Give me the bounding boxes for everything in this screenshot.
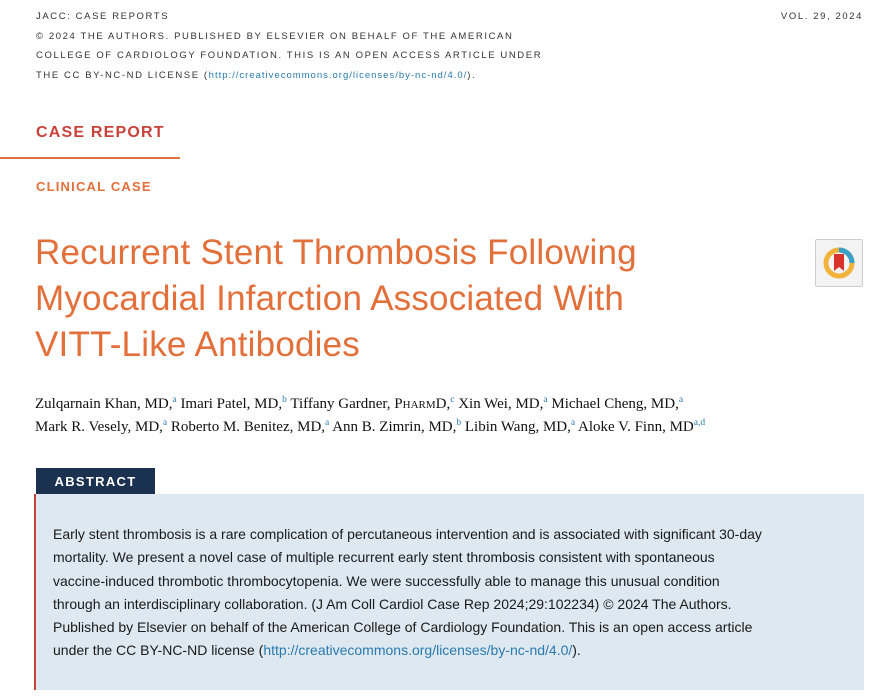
affiliation-marker[interactable]: a,d xyxy=(693,418,706,428)
abstract-text xyxy=(53,523,853,663)
abstract-license-suffix: ). xyxy=(572,642,581,659)
section-divider xyxy=(0,157,180,159)
journal-header xyxy=(36,7,596,85)
author: Imari Patel, MD,$^b$ xyxy=(180,395,287,412)
license-text-prefix: THE CC BY-NC-ND LICENSE ( xyxy=(36,69,209,81)
author: Roberto M. Benitez, MD,$^a$ xyxy=(170,418,330,435)
title-line-1: Recurrent Stent Thrombosis Following xyxy=(35,233,637,272)
crossmark-button[interactable] xyxy=(815,239,863,287)
abstract-line-6 xyxy=(53,639,853,662)
license-text-suffix: ). xyxy=(467,69,477,81)
title-line-2: Myocardial Infarction Associated With xyxy=(35,279,625,318)
author: Ann B. Zimrin, MD,$^b$ xyxy=(332,418,462,435)
author: Michael Cheng, MD,$^a$ xyxy=(551,395,684,412)
affiliation-marker[interactable]: a xyxy=(543,395,548,405)
affiliation-marker[interactable]: a xyxy=(172,395,177,405)
abstract-license-prefix: under the CC BY-NC-ND license ( xyxy=(53,642,264,659)
author: Mark R. Vesely, MD,$^a$ xyxy=(35,418,168,435)
affiliation-marker[interactable]: b xyxy=(456,418,462,428)
license-text-line-2: COLLEGE OF CARDIOLOGY FOUNDATION. THIS IS AN OPEN ACCESS ARTICLE UNDER xyxy=(36,50,543,61)
author: Zulqarnain Khan, MD,$^a$ xyxy=(35,395,177,412)
license-link[interactable]: http://creativecommons.org/licenses/by-nc-nd/4.0/ xyxy=(208,69,468,81)
affiliation-marker[interactable]: a xyxy=(162,418,168,428)
abstract-license-link[interactable]: http://creativecommons.org/licenses/by-nc-nd/4.0/ xyxy=(263,642,573,659)
affiliation-marker[interactable]: b xyxy=(282,395,287,405)
author-line-2 xyxy=(35,416,855,439)
affiliation-marker[interactable]: a xyxy=(325,418,330,428)
affiliation-marker[interactable]: c xyxy=(450,395,455,405)
license-text-line-3 xyxy=(36,66,596,86)
article-type-label: CASE REPORT xyxy=(36,124,165,141)
affiliation-marker[interactable]: a xyxy=(678,395,684,405)
title-line-3: VITT-Like Antibodies xyxy=(35,325,360,364)
journal-name: JACC: CASE REPORTS xyxy=(36,11,170,22)
abstract-line-2: mortality. We present a novel case of multiple recurrent early stent thrombosis consistent with spontaneous xyxy=(53,549,715,566)
license-text-line-1: © 2024 THE AUTHORS. PUBLISHED BY ELSEVIER ON BEHALF OF THE AMERICAN xyxy=(36,30,514,42)
author: Aloke V. Finn, MD$^{a,d}$ xyxy=(578,418,706,435)
abstract-line-5: Published by Elsevier on behalf of the American College of Cardiology Foundation. This is an open access article xyxy=(53,619,753,636)
author-list xyxy=(35,393,855,439)
author-line-1 xyxy=(35,393,855,416)
abstract-line-3: vaccine-induced thrombotic thrombocytopenia. We were successfully able to manage this unusual condition xyxy=(53,572,720,589)
author: Libin Wang, MD,$^a$ xyxy=(464,418,576,435)
volume-label: VOL. 29, 2024 xyxy=(780,11,863,22)
crossmark-icon xyxy=(822,246,856,280)
abstract-heading: ABSTRACT xyxy=(36,468,155,494)
abstract-line-1: Early stent thrombosis is a rare complication of percutaneous intervention and is associated with significant 30-day xyxy=(53,526,762,542)
author: Xin Wei, MD,$^a$ xyxy=(458,395,548,412)
abstract-line-4: through an interdisciplinary collaboration. (J Am Coll Cardiol Case Rep 2024;29:102234) © 2024 The Authors. xyxy=(53,595,732,612)
article-subtype-label: CLINICAL CASE xyxy=(36,179,152,194)
article-title xyxy=(35,230,795,368)
affiliation-marker[interactable]: a xyxy=(570,418,576,428)
author: Tiffany Gardner, PharmD,$^c$ xyxy=(290,395,455,412)
